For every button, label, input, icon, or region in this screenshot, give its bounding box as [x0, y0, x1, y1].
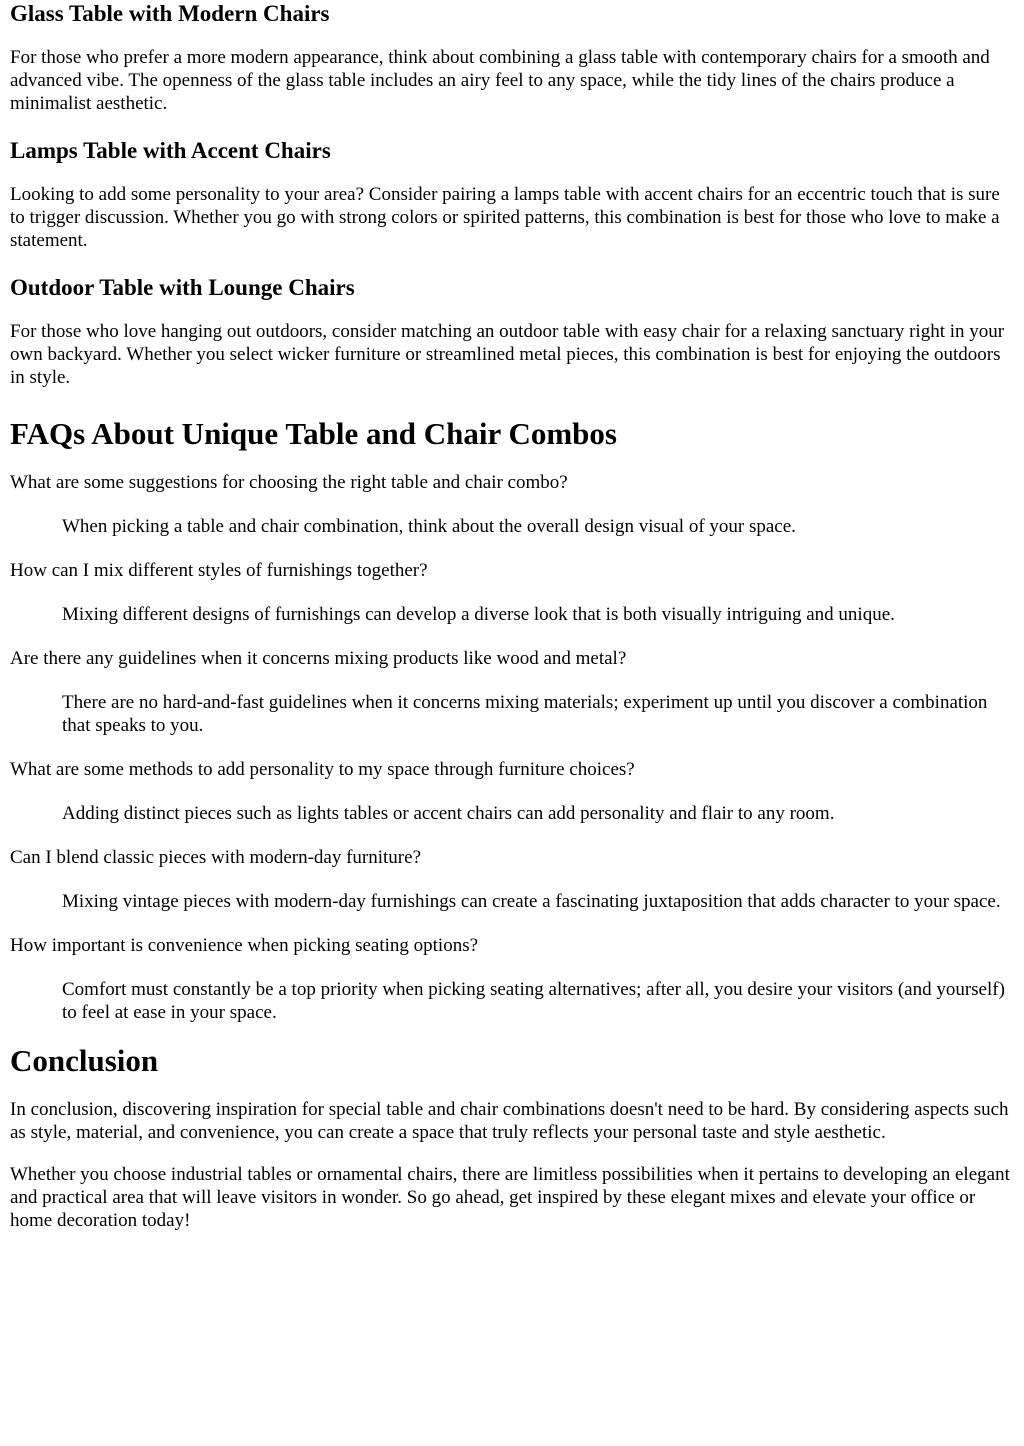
faq-answer: Mixing vintage pieces with modern-day furnishings can create a fascinating juxtaposition that adds character to your space.	[62, 891, 1001, 912]
conclusion-paragraph: In conclusion, discovering inspiration for special table and chair combinations doesn't need to be hard. By considering aspects such as style, material, and convenience, you can create a space that truly reflects your personal taste and style aesthetic.	[10, 1099, 1009, 1143]
conclusion-title: Conclusion	[10, 1043, 159, 1078]
section-paragraph-glass-table: For those who prefer a more modern appearance, think about combining a glass table with contemporary chairs for a smooth and advanced vibe. The openness of the glass table includes an airy feel to any space, while the tidy lines of the chairs produce a minimalist aesthetic.	[10, 47, 990, 114]
faq-question: What are some suggestions for choosing the right table and chair combo?	[10, 472, 568, 493]
faq-answer: Mixing different designs of furnishings can develop a diverse look that is both visually intriguing and unique.	[62, 604, 895, 625]
section-paragraph-outdoor-table: For those who love hanging out outdoors, consider matching an outdoor table with easy chair for a relaxing sanctuary right in your own backyard. Whether you select wicker furniture or streamlined metal pieces, this combination is best for enjoying the outdoors in style.	[10, 321, 1005, 388]
faq-answer: When picking a table and chair combination, think about the overall design visual of your space.	[62, 516, 796, 537]
faq-answer: There are no hard-and-fast guidelines when it concerns mixing materials; experiment up until you discover a combination that speaks to you.	[62, 692, 988, 736]
faq-question: How can I mix different styles of furnishings together?	[10, 560, 428, 581]
faq-title: FAQs About Unique Table and Chair Combos	[10, 416, 617, 451]
section-paragraph-lamps-table: Looking to add some personality to your area? Consider pairing a lamps table with accent chairs for an eccentric touch that is sure to trigger discussion. Whether you go with strong colors or spirited patterns, this combination is best for those who love to make a statement.	[10, 184, 1000, 251]
faq-question: Are there any guidelines when it concerns mixing products like wood and metal?	[10, 648, 627, 669]
faq-list	[10, 471, 1014, 1024]
faq-question: Can I blend classic pieces with modern-day furniture?	[10, 847, 421, 868]
faq-question: What are some methods to add personality to my space through furniture choices?	[10, 759, 635, 780]
faq-question: How important is convenience when picking seating options?	[10, 935, 479, 956]
conclusion-paragraph: Whether you choose industrial tables or ornamental chairs, there are limitless possibilities when it pertains to developing an elegant and practical area that will leave visitors in wonder. So go ahead, get inspired by these elegant mixes and elevate your office or home decoration today!	[10, 1164, 1010, 1231]
section-heading-lamps-table: Lamps Table with Accent Chairs	[10, 138, 331, 163]
faq-answer: Comfort must constantly be a top priority when picking seating alternatives; after all, you desire your visitors (and yourself) to feel at ease in your space.	[62, 979, 1005, 1023]
section-heading-glass-table: Glass Table with Modern Chairs	[10, 1, 330, 26]
faq-answer: Adding distinct pieces such as lights tables or accent chairs can add personality and flair to any room.	[62, 803, 835, 824]
section-heading-outdoor-table: Outdoor Table with Lounge Chairs	[10, 275, 355, 300]
